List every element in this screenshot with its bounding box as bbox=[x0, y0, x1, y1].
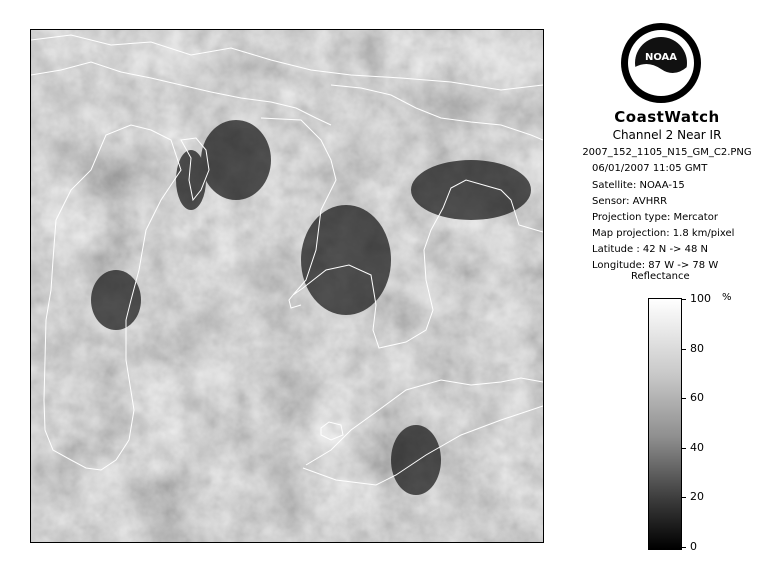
colorbar-tick-mark bbox=[681, 497, 686, 498]
colorbar-tick-label: 80 bbox=[690, 341, 704, 355]
satellite-image-panel bbox=[30, 29, 544, 543]
colorbar-tick-mark bbox=[681, 398, 686, 399]
colorbar-tick-label: 40 bbox=[690, 440, 704, 454]
projection-type-text: Projection type: Mercator bbox=[592, 212, 718, 223]
colorbar-tick-mark bbox=[681, 547, 686, 548]
colorbar-tick-label: 60 bbox=[690, 391, 704, 405]
colorbar bbox=[648, 298, 682, 550]
colorbar-tick-label: 100 bbox=[690, 292, 711, 305]
satellite-image bbox=[31, 30, 543, 542]
datetime-text: 06/01/2007 11:05 GMT bbox=[592, 163, 708, 174]
colorbar-unit: % bbox=[722, 292, 732, 303]
latitude-text: Latitude : 42 N -> 48 N bbox=[592, 244, 708, 255]
colorbar-tick-mark bbox=[681, 349, 686, 350]
noaa-logo bbox=[620, 22, 702, 104]
channel-label: Channel 2 Near IR bbox=[612, 128, 722, 142]
map-projection-text: Map projection: 1.8 km/pixel bbox=[592, 228, 735, 239]
colorbar-tick-label: 0 bbox=[690, 540, 697, 553]
colorbar-tick-label: 20 bbox=[690, 490, 704, 504]
colorbar-title: Reflectance bbox=[631, 271, 690, 282]
file-name: 2007_152_1105_N15_GM_C2.PNG bbox=[582, 147, 752, 158]
brand-title: CoastWatch bbox=[614, 108, 720, 126]
longitude-text: Longitude: 87 W -> 78 W bbox=[592, 260, 719, 271]
colorbar-tick-mark bbox=[681, 448, 686, 449]
satellite-text: Satellite: NOAA-15 bbox=[592, 180, 685, 191]
logo-center-text: NOAA bbox=[644, 52, 678, 63]
colorbar-tick-mark bbox=[681, 299, 686, 300]
sensor-text: Sensor: AVHRR bbox=[592, 196, 668, 207]
